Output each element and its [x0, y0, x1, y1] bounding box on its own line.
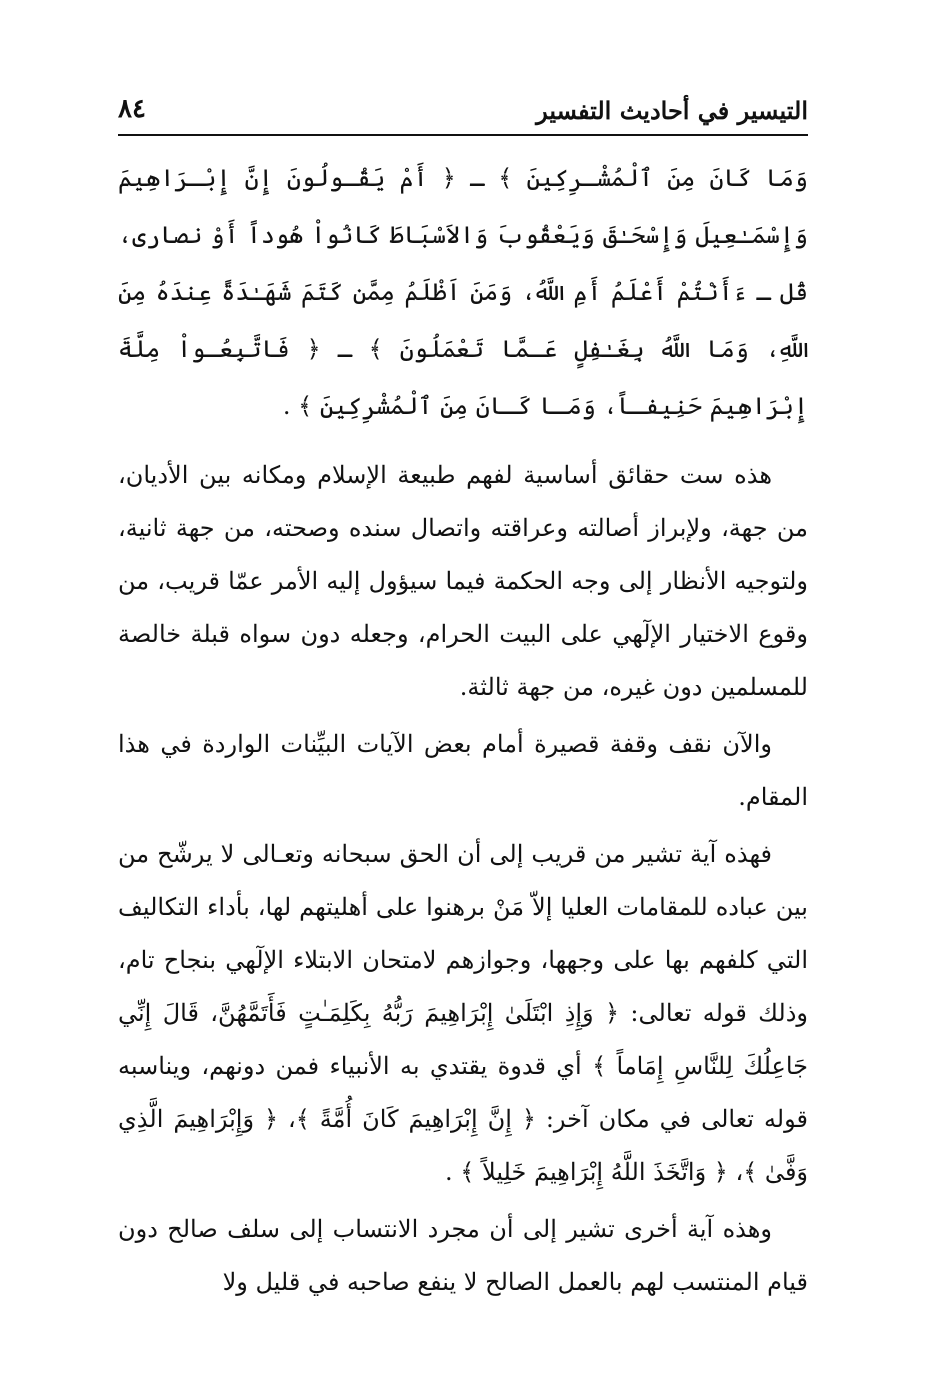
running-header [118, 92, 808, 132]
paragraph-second-verse: وهذه آية أخرى تشير إلى أن مجرد الانتساب إلى سلف صالح دون قيام المنتسب لهم بالعمل الصالح لا ينفع صاحبه في قليل ولا [118, 1215, 808, 1296]
page-body [118, 150, 808, 1313]
quran-verses-paragraph: وَمَا كَانَ مِنَ ٱلْمُشْـرِكِينَ ﴾ ـ ﴿ أَمْ يَقُـولُونَ إِنَّ إِبْـرَاهِيمَ وَإِسْمَـٰعِيلَ وَإِسْحَـٰقَ وَيَعْقُوبَ وَالاَسْبَاطَ كَانُواْ هُوداً أَوْ نصارى، قُل ـ ءَأَنْتُمْ أَعْلَمُ أَمِ اللَّهُ، وَمَنَ اَظْلَمُ مِمَّن كَتَمَ شَهَـٰدَةً عِندَهُ مِنَ اللَّهِ، وَمَا اللَّهُ بِغَـٰفِلٍ عَـمَّا تَعْمَلُونَ ﴾ ـ ﴿ فَاتَّبِعُـواْ مِلَّةَ إِبْرَاهِيمَ حَنِيفـاً، وَمَـا كَـانَ مِنَ ٱلْمُشْرِكِينَ ﴾ . [118, 164, 808, 420]
paragraph-pause: والآن نقف وقفة قصيرة أمام بعض الآيات البيِّنات الواردة في هذا المقام. [118, 730, 808, 811]
page-number: ٨٤ [118, 94, 146, 124]
paragraph-first-verse: فهذه آية تشير من قريب إلى أن الحق سبحانه وتعـالى لا يرشّح من بين عباده للمقامات العليا إلاّ مَنْ برهنوا على أهليتهم لها، بأداء التكاليف التي كلفهم بها على وجهها، وجوازهم لامتحان الابتلاء الإلٓهي بنجاح تام، وذلك قوله تعالى: ﴿ وَإِذِ ابْتَلَىٰ إِبْرَاهِيمَ رَبُّهُ بِكَلِمَـٰتٍ فَأَتَمَّهُنَّ، قَالَ إِنِّي جَاعِلُكَ لِلنَّاسِ إِمَاماً ﴾ أي قدوة يقتدي به الأنبياء فمن دونهم، ويناسبه قوله تعالى في مكان آخر: ﴿ إِنَّ إِبْرَاهِيمَ كَانَ أُمَّةً ﴾، ﴿ وَإِبْرَاهِيمَ الَّذِي وَفَّىٰ ﴾، ﴿ وَاتَّخَذَ اللَّهُ إِبْرَاهِيمَ خَلِيلاً ﴾ . [118, 840, 808, 1186]
book-title: التيسير في أحاديث التفسير [536, 96, 808, 125]
header-rule [118, 134, 808, 136]
paragraph-six-facts: هذه ست حقائق أساسية لفهم طبيعة الإسلام ومكانه بين الأديان، من جهة، ولإبراز أصالته وعراقته واتصال سنده وصحته، من جهة ثانية، ولتوجيه الأنظار إلى وجه الحكمة فيما سيؤول إليه الأمر عمّا قريب، من وقوع الاختيار الإلٓهي على البيت الحرام، وجعله دون سواه قبلة خالصة للمسلمين دون غيره، من جهة ثالثة. [118, 461, 808, 701]
